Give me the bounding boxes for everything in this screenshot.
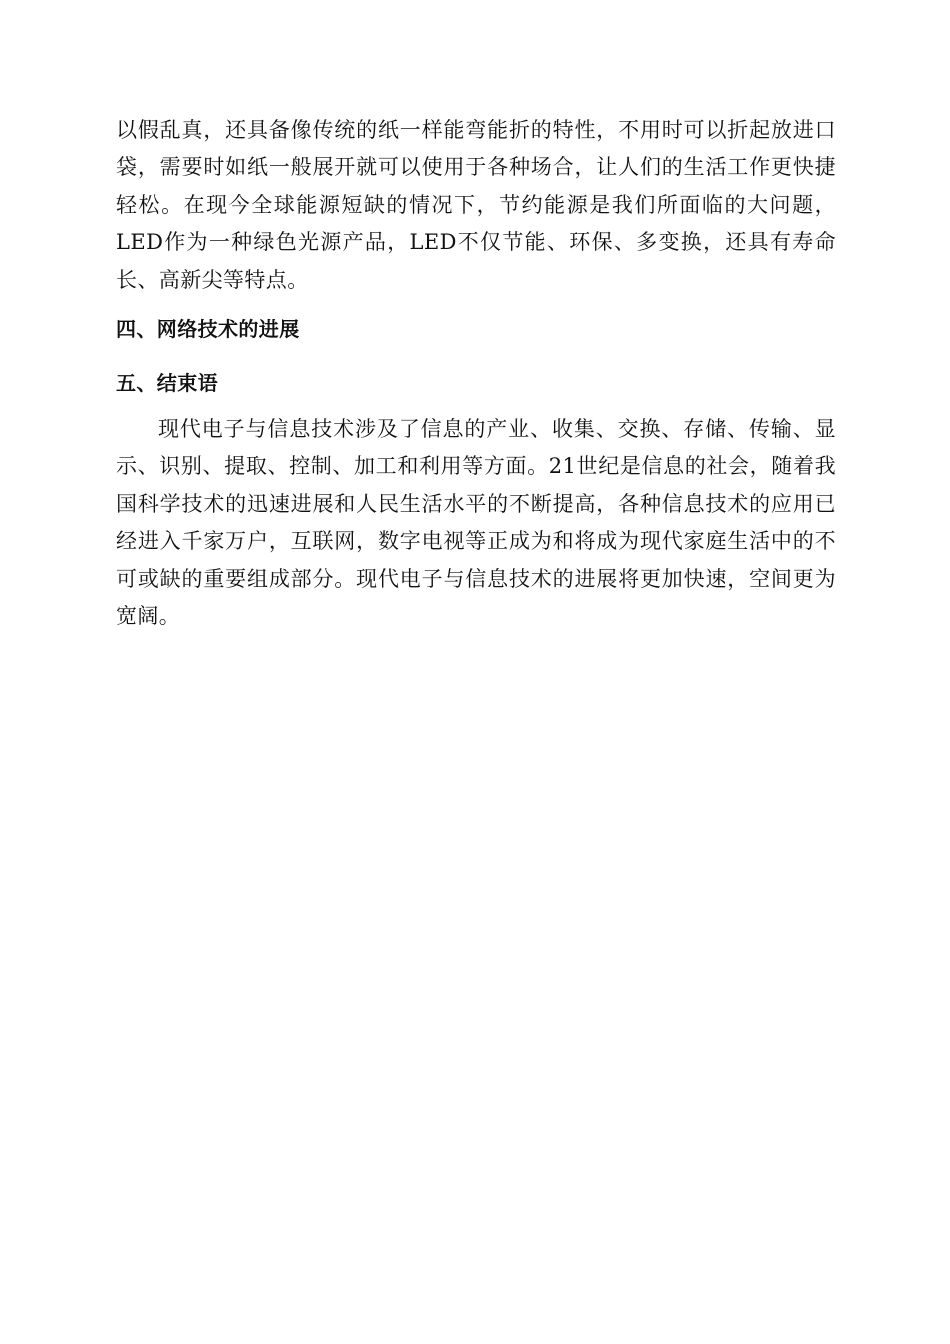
body-paragraph-led: 以假乱真，还具备像传统的纸一样能弯能折的特性，不用时可以折起放进口袋，需要时如纸一般展开就可以使用于各种场合，让人们的生活工作更快捷轻松。在现今全球能源短缺的情况下，节约能源是我们所面临的大问题，LED作为一种绿色光源产品，LED不仅节能、环保、多变换，还具有寿命长、高新尖等特点。	[116, 118, 836, 292]
section-heading-conclusion: 五、结束语	[116, 371, 218, 396]
section-heading-network-tech: 四、网络技术的进展	[116, 317, 300, 342]
document-page	[116, 112, 836, 635]
body-paragraph-conclusion: 现代电子与信息技术涉及了信息的产业、收集、交换、存储、传输、显示、识别、提取、控制、加工和利用等方面。21世纪是信息的社会，随着我国科学技术的迅速进展和人民生活水平的不断提高，各种信息技术的应用已经进入千家万户，互联网，数字电视等正成为和将成为现代家庭生活中的不可或缺的重要组成部分。现代电子与信息技术的进展将更加快速，空间更为宽阔。	[116, 417, 836, 629]
